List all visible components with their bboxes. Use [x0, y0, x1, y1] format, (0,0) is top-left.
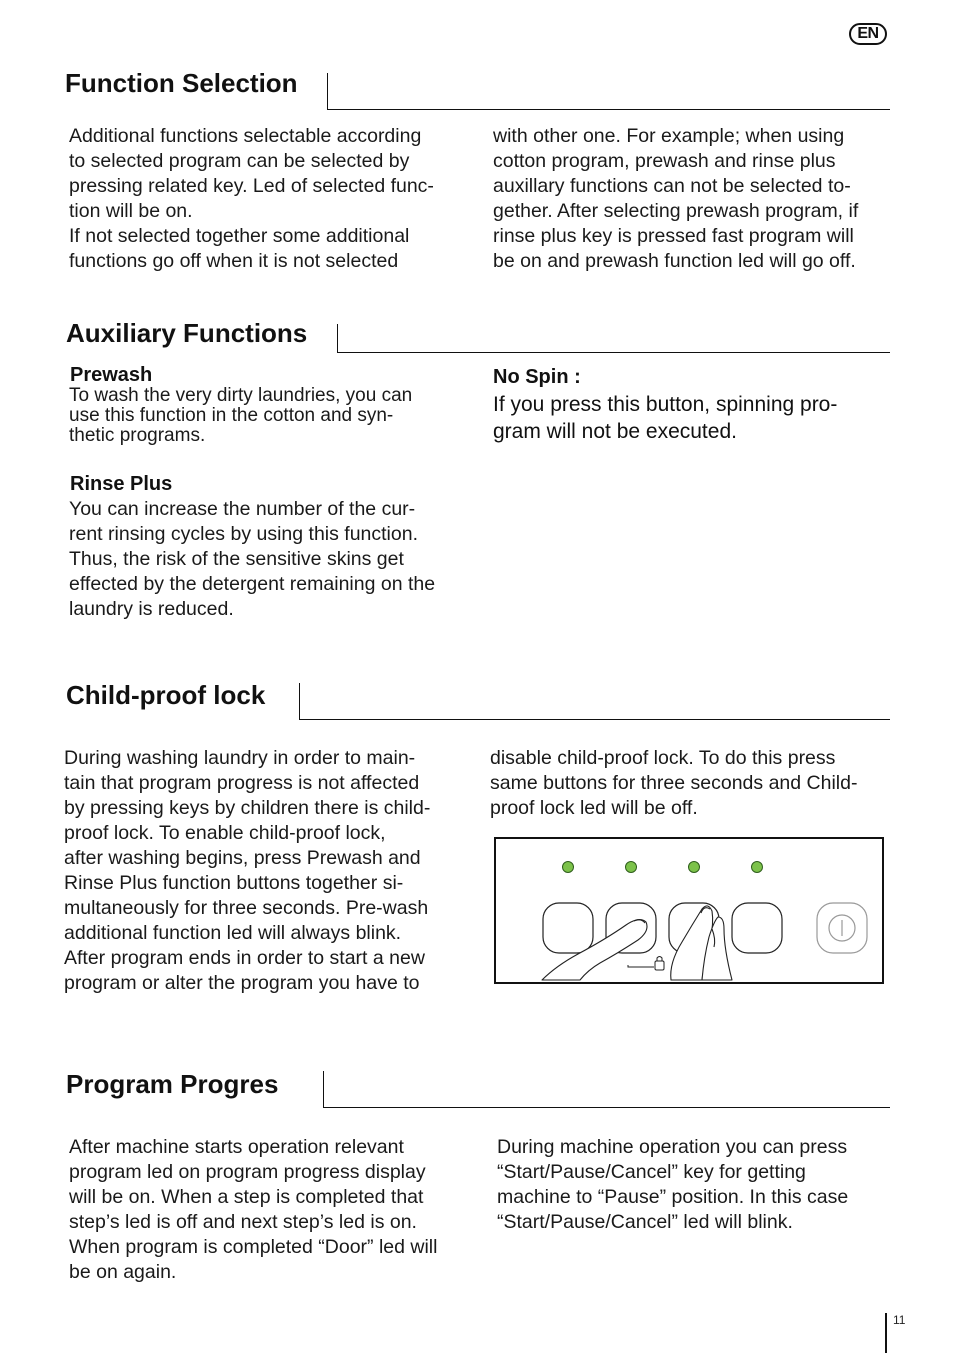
led-indicator: [626, 862, 637, 873]
prewash-heading: Prewash: [70, 364, 153, 386]
text-line: program led on program progress display: [69, 1161, 426, 1183]
text-line: thetic programs.: [69, 425, 206, 446]
text-line: rent rinsing cycles by using this function.: [69, 523, 419, 545]
no-spin-heading: No Spin :: [493, 366, 581, 388]
text-line: gether. After selecting prewash program, if: [493, 200, 859, 222]
text-line: laundry is reduced.: [69, 598, 234, 620]
text-line: auxillary functions can not be selected to-: [493, 175, 851, 197]
text-line: functions go off when it is not selected: [69, 250, 399, 272]
function-selection-col2: [493, 124, 858, 274]
no-spin-text: [493, 391, 837, 445]
text-line: step’s led is off and next step’s led is on.: [69, 1211, 417, 1233]
text-line: proof lock. To enable child-proof lock,: [64, 822, 386, 844]
rinse-plus-heading: Rinse Plus: [70, 473, 173, 495]
text-line: To wash the very dirty laundries, you can: [69, 385, 413, 406]
title-tick: [323, 1071, 324, 1108]
text-line: If you press this button, spinning pro-: [493, 393, 838, 416]
text-line: Thus, the risk of the sensitive skins get: [69, 548, 404, 570]
auxiliary-functions-title: Auxiliary Functions: [66, 318, 308, 348]
page-number-bar: [885, 1313, 887, 1353]
text-line: Additional functions selectable according: [69, 125, 422, 147]
text-line: Rinse Plus function buttons together si-: [64, 872, 404, 894]
led-indicator: [689, 862, 700, 873]
title-tick: [299, 683, 300, 719]
text-line: tain that program progress is not affected: [64, 772, 420, 794]
title-tick: [337, 324, 338, 352]
text-line: machine to “Pause” position. In this case: [497, 1186, 849, 1208]
panel-button: [543, 903, 593, 953]
text-line: proof lock led will be off.: [490, 797, 698, 819]
prewash-text: [69, 386, 412, 446]
child-proof-lock-col1: [64, 746, 430, 996]
text-line: tion will be on.: [69, 200, 193, 222]
child-proof-lock-title: Child-proof lock: [66, 680, 266, 710]
function-selection-col1: [69, 124, 434, 274]
text-line: disable child-proof lock. To do this press: [490, 747, 836, 769]
panel-button: [732, 903, 782, 953]
section-rule: [323, 1107, 890, 1108]
page-number: 11: [893, 1313, 906, 1327]
program-progress-col2: [497, 1135, 848, 1235]
text-line: program or alter the program you have to: [64, 972, 420, 994]
text-line: During washing laundry in order to main-: [64, 747, 416, 769]
text-line: be on again.: [69, 1261, 177, 1283]
child-proof-lock-col2: [490, 746, 857, 821]
text-line: with other one. For example; when using: [493, 125, 845, 147]
rinse-plus-text: [69, 497, 435, 622]
section-rule: [337, 352, 890, 353]
section-rule: [299, 719, 890, 720]
text-line: During machine operation you can press: [497, 1136, 848, 1158]
text-line: effected by the detergent remaining on the: [69, 573, 436, 595]
text-line: After machine starts operation relevant: [69, 1136, 404, 1158]
language-badge: EN: [849, 23, 887, 45]
text-line: by pressing keys by children there is child-: [64, 797, 431, 819]
title-tick: [327, 73, 328, 109]
control-panel-illustration: [494, 837, 884, 984]
text-line: rinse plus key is pressed fast program will: [493, 225, 854, 247]
text-line: If not selected together some additional: [69, 225, 410, 247]
text-line: to selected program can be selected by: [69, 150, 410, 172]
lock-icon: [628, 957, 664, 971]
text-line: pressing related key. Led of selected func-: [69, 175, 434, 197]
text-line: after washing begins, press Prewash and: [64, 847, 421, 869]
text-line: “Start/Pause/Cancel” led will blink.: [497, 1211, 793, 1233]
text-line: When program is completed “Door” led will: [69, 1236, 438, 1258]
text-line: “Start/Pause/Cancel” key for getting: [497, 1161, 806, 1183]
text-line: will be on. When a step is completed that: [69, 1186, 424, 1208]
section-rule: [327, 109, 890, 110]
function-selection-title: Function Selection: [65, 68, 298, 98]
power-icon: [817, 903, 867, 953]
text-line: use this function in the cotton and syn-: [69, 405, 394, 426]
text-line: be on and prewash function led will go off.: [493, 250, 856, 272]
control-panel-drawing: [496, 839, 882, 982]
led-indicator: [563, 862, 574, 873]
led-indicator: [752, 862, 763, 873]
text-line: same buttons for three seconds and Child-: [490, 772, 858, 794]
text-line: multaneously for three seconds. Pre-wash: [64, 897, 429, 919]
text-line: gram will not be executed.: [493, 420, 737, 443]
program-progress-col1: [69, 1135, 437, 1285]
text-line: cotton program, prewash and rinse plus: [493, 150, 836, 172]
text-line: additional function led will always blink.: [64, 922, 402, 944]
program-progress-title: Program Progres: [66, 1069, 279, 1099]
text-line: After program ends in order to start a new: [64, 947, 425, 969]
text-line: You can increase the number of the cur-: [69, 498, 416, 520]
